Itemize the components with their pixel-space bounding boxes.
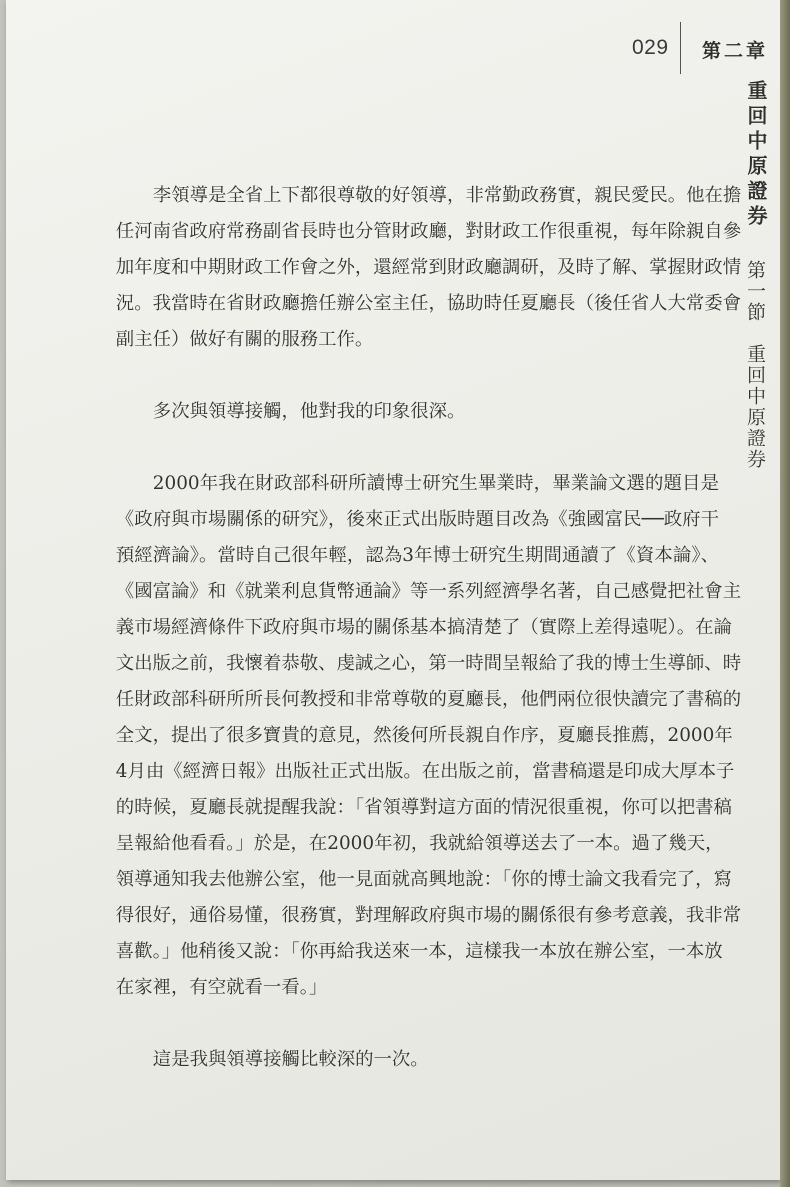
text-line: 《政府與市場關係的研究》，後來正式出版時題目改為《強國富民──政府干	[115, 509, 719, 530]
text-line: 況。我當時在省財政廳擔任辦公室主任，協助時任夏廳長（後任省人大常委會	[115, 293, 742, 314]
text-line: 這是我與領導接觸比較深的一次。	[152, 1049, 429, 1070]
text-line: 全文，提出了很多寶貴的意見，然後何所長親自作序，夏廳長推薦，2000年	[115, 725, 733, 746]
text-line: 的時候，夏廳長就提醒我說：「省領導對這方面的情況很重視，你可以把書稿	[115, 797, 732, 818]
running-title-section: 第一節 重回中原證券	[744, 260, 766, 470]
paragraph-4	[79, 1042, 719, 1078]
text-line: 預經濟論》。當時自己很年輕，認為3年博士研究生期間通讀了《資本論》、	[115, 545, 719, 566]
text-line: 得很好，通俗易懂，很務實，對理解政府與市場的關係很有參考意義，我非常	[115, 905, 742, 926]
text-line: 喜歡。」他稍後又說：「你再給我送來一本，這樣我一本放在辦公室，一本放	[115, 941, 723, 962]
paragraph-2	[79, 394, 719, 430]
text-line: 義市場經濟條件下政府與市場的關係基本搞清楚了（實際上差得遠呢）。在論	[115, 617, 732, 638]
text-line: 李領導是全省上下都很尊敬的好領導，非常勤政務實，親民愛民。他在擔	[152, 185, 742, 206]
text-line: 多次與領導接觸，他對我的印象很深。	[152, 401, 466, 422]
text-line: 任河南省政府常務副省長時也分管財政廳，對財政工作很重視，每年除親自參	[115, 221, 742, 242]
text-line: 2000年我在財政部科研所讀博士研究生畢業時，畢業論文選的題目是	[152, 473, 719, 494]
page-edge-shadow	[780, 0, 790, 1187]
text-line: 文出版之前，我懷着恭敬、虔誠之心，第一時間呈報給了我的博士生導師、時	[115, 653, 742, 674]
body-text	[79, 178, 742, 1078]
text-line: 領導通知我去他辦公室，他一見面就高興地說：「你的博士論文我看完了，寫	[115, 869, 732, 890]
text-line: 任財政部科研所所長何教授和非常尊敬的夏廳長，他們兩位很快讀完了書稿的	[115, 689, 742, 710]
text-line: 《國富論》和《就業利息貨幣通論》等一系列經濟學名著，自己感覺把社會主	[115, 581, 742, 602]
text-line: 4月由《經濟日報》出版社正式出版。在出版之前，當書稿還是印成大厚本子	[115, 761, 735, 782]
text-line: 在家裡，有空就看一看。」	[115, 977, 328, 998]
running-title-volume: 重回中原證券	[744, 80, 768, 230]
text-line: 副主任）做好有關的服務工作。	[115, 329, 374, 350]
text-line: 呈報給他看看。」於是，在2000年初，我就給領導送去了一本。過了幾天，	[115, 833, 724, 854]
paragraph-3	[79, 466, 742, 1006]
header-divider	[680, 22, 681, 74]
paragraph-1	[79, 178, 742, 358]
chapter-label: 第二章	[702, 40, 769, 62]
page-number: 029	[632, 36, 669, 59]
text-line: 加年度和中期財政工作會之外，還經常到財政廳調研，及時了解、掌握財政情	[115, 257, 742, 278]
